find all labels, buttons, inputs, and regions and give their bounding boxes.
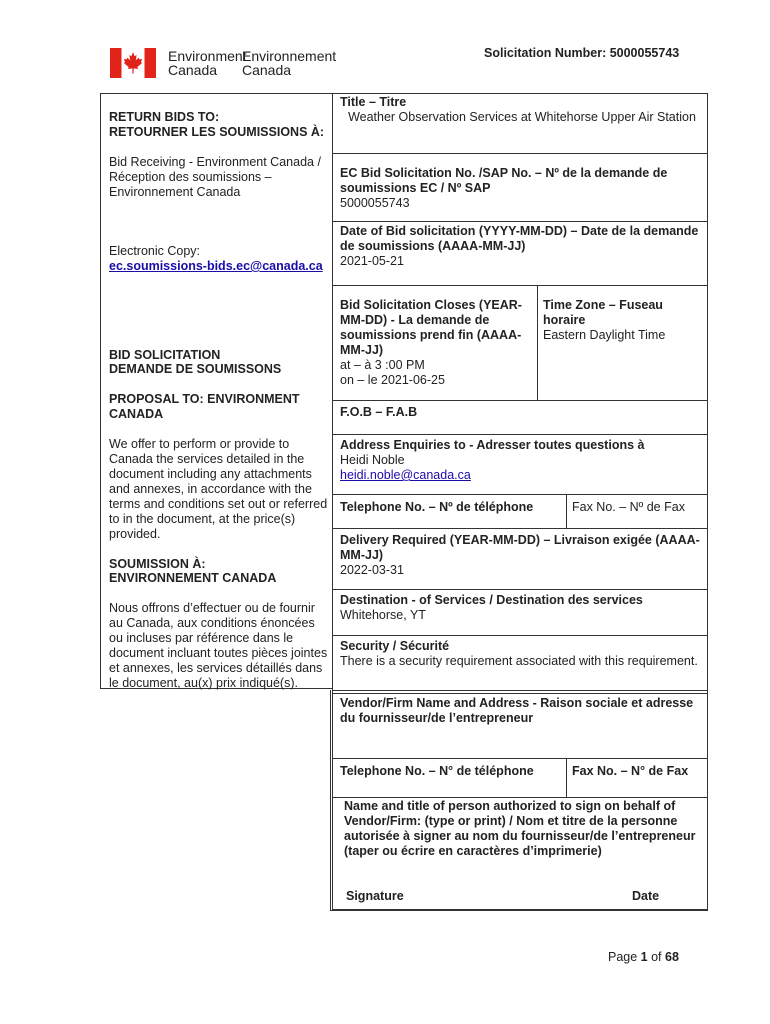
bid-solicitation-heading-fr: DEMANDE DE SOUMISSONS xyxy=(109,362,282,376)
sap-value: 5000055743 xyxy=(340,196,410,210)
sap-label: EC Bid Solicitation No. /SAP No. – Nº de la demande de soumissions EC / Nº SAP xyxy=(340,166,668,195)
return-bids-label: RETURN BIDS TO: xyxy=(109,110,220,124)
offer-text-en: We offer to perform or provide to Canada the services detailed in the document including any attachments and annexes, in accordance with the terms and conditions set out or referred to in the document, at the price(s) provided. xyxy=(109,437,328,541)
timezone-value: Eastern Daylight Time xyxy=(543,328,666,342)
destination-value: Whitehorse, YT xyxy=(340,608,426,622)
solicitation-date-value: 2021-05-21 xyxy=(340,254,404,268)
timezone-label: Time Zone – Fuseau horaire xyxy=(543,298,663,327)
telephone-label: Telephone No. – Nº de téléphone xyxy=(340,500,534,514)
sep-vendor-tel xyxy=(332,797,708,798)
vendor-label: Vendor/Firm Name and Address - Raison sociale et adresse du fournisseur/de l’entrepreneur xyxy=(340,696,694,725)
electronic-copy-label: Electronic Copy: xyxy=(109,244,201,258)
canada-flag-logo xyxy=(110,48,156,78)
right-frame-top xyxy=(332,93,708,94)
closes-time: at – à 3 :00 PM xyxy=(340,358,425,372)
vendor-double-bottom xyxy=(330,910,708,911)
right-frame-left xyxy=(332,93,333,910)
bid-solicitation-heading: BID SOLICITATION xyxy=(109,348,221,362)
sep-address xyxy=(332,494,708,495)
right-frame-right xyxy=(707,93,708,910)
sep-security-double xyxy=(332,693,708,694)
sep-vendor xyxy=(332,758,708,759)
page-current: 1 xyxy=(640,950,648,964)
solicitation-date-label: Date of Bid solicitation (YYYY-MM-DD) – Date de la demande de soumissions (AAAA-MM-JJ) xyxy=(340,224,699,253)
bids-email-link[interactable]: ec.soumissions-bids.ec@canada.ca xyxy=(109,259,323,273)
solicitation-number: Solicitation Number: 5000055743 xyxy=(484,46,680,60)
sep-delivery xyxy=(332,589,708,590)
page-number xyxy=(608,950,679,965)
proposal-to-heading: PROPOSAL TO: ENVIRONMENT CANADA xyxy=(109,392,300,421)
contact-email-link[interactable]: heidi.noble@canada.ca xyxy=(340,468,471,482)
bid-receiving-address: Bid Receiving - Environment Canada / Réception des soumissions – Environnement Canada xyxy=(109,155,321,199)
signature-date-label: Date xyxy=(632,889,660,903)
soumission-heading-fr: ENVIRONNEMENT CANADA xyxy=(109,571,277,585)
sep-sap xyxy=(332,221,708,222)
delivery-value: 2022-03-31 xyxy=(340,563,404,577)
sep-tel xyxy=(332,528,708,529)
dept-name-fr-line2: Canada xyxy=(242,62,292,78)
vendor-telephone-label: Telephone No. – N° de téléphone xyxy=(340,764,534,778)
sep-date xyxy=(332,285,708,286)
destination-label: Destination - of Services / Destination des services xyxy=(340,593,643,607)
page-total: 68 xyxy=(665,950,679,964)
title-label: Title – Titre xyxy=(340,95,407,109)
return-bids-label-fr: RETOURNER LES SOUMISSIONS À: xyxy=(109,125,325,139)
address-enquiries-label: Address Enquiries to - Adresser toutes questions à xyxy=(340,438,645,452)
signature-label: Signature xyxy=(346,889,404,903)
soumission-heading: SOUMISSION À: xyxy=(109,557,206,571)
left-frame-left xyxy=(100,93,101,689)
closes-label: Bid Solicitation Closes (YEAR-MM-DD) - La demande de soumissions prend fin (AAAA-MM-JJ) xyxy=(340,298,522,357)
sep-fob xyxy=(332,434,708,435)
sep-destination xyxy=(332,635,708,636)
delivery-label: Delivery Required (YEAR-MM-DD) – Livraison exigée (AAAA-MM-JJ) xyxy=(340,533,700,562)
vendor-double-left xyxy=(330,690,331,911)
left-frame-top xyxy=(100,93,332,94)
dept-name-fr-line1: Environnement xyxy=(242,48,337,64)
title-value: Weather Observation Services at Whitehorse Upper Air Station xyxy=(348,110,696,124)
offer-text-fr: Nous offrons d’effectuer ou de fournir au Canada, aux conditions énoncées ou incluses par référence dans le document incluant toutes pièces jointes et annexes, les services détaillés dans le document, au(x) prix indiqué(s). xyxy=(109,601,328,690)
dept-name-en-line1: Environment xyxy=(168,48,247,64)
fax-label: Fax No. – Nº de Fax xyxy=(572,500,685,514)
signer-label: Name and title of person authorized to sign on behalf of Vendor/Firm: (type or print) / Nom et titre de la personne autorisée à signer au nom du fournisseur/de l’entrepreneur (taper ou écrire en caractères d’imprimerie) xyxy=(344,799,696,858)
split-closes-tz xyxy=(537,285,538,401)
security-label: Security / Sécurité xyxy=(340,639,450,653)
vendor-fax-label: Fax No. – N° de Fax xyxy=(572,764,689,778)
page-prefix: Page xyxy=(608,950,641,964)
sep-security xyxy=(332,690,708,691)
dept-name-en-line2: Canada xyxy=(168,62,218,78)
page-of: of xyxy=(647,950,665,964)
security-value: There is a security requirement associated with this requirement. xyxy=(340,654,698,668)
fob-label: F.O.B – F.A.B xyxy=(340,405,418,419)
contact-name: Heidi Noble xyxy=(340,453,405,467)
split-tel-fax xyxy=(566,494,567,529)
sep-title xyxy=(332,153,708,154)
sep-closes xyxy=(332,400,708,401)
split-vendor-tel-fax xyxy=(566,758,567,798)
closes-date: on – le 2021-06-25 xyxy=(340,373,445,387)
